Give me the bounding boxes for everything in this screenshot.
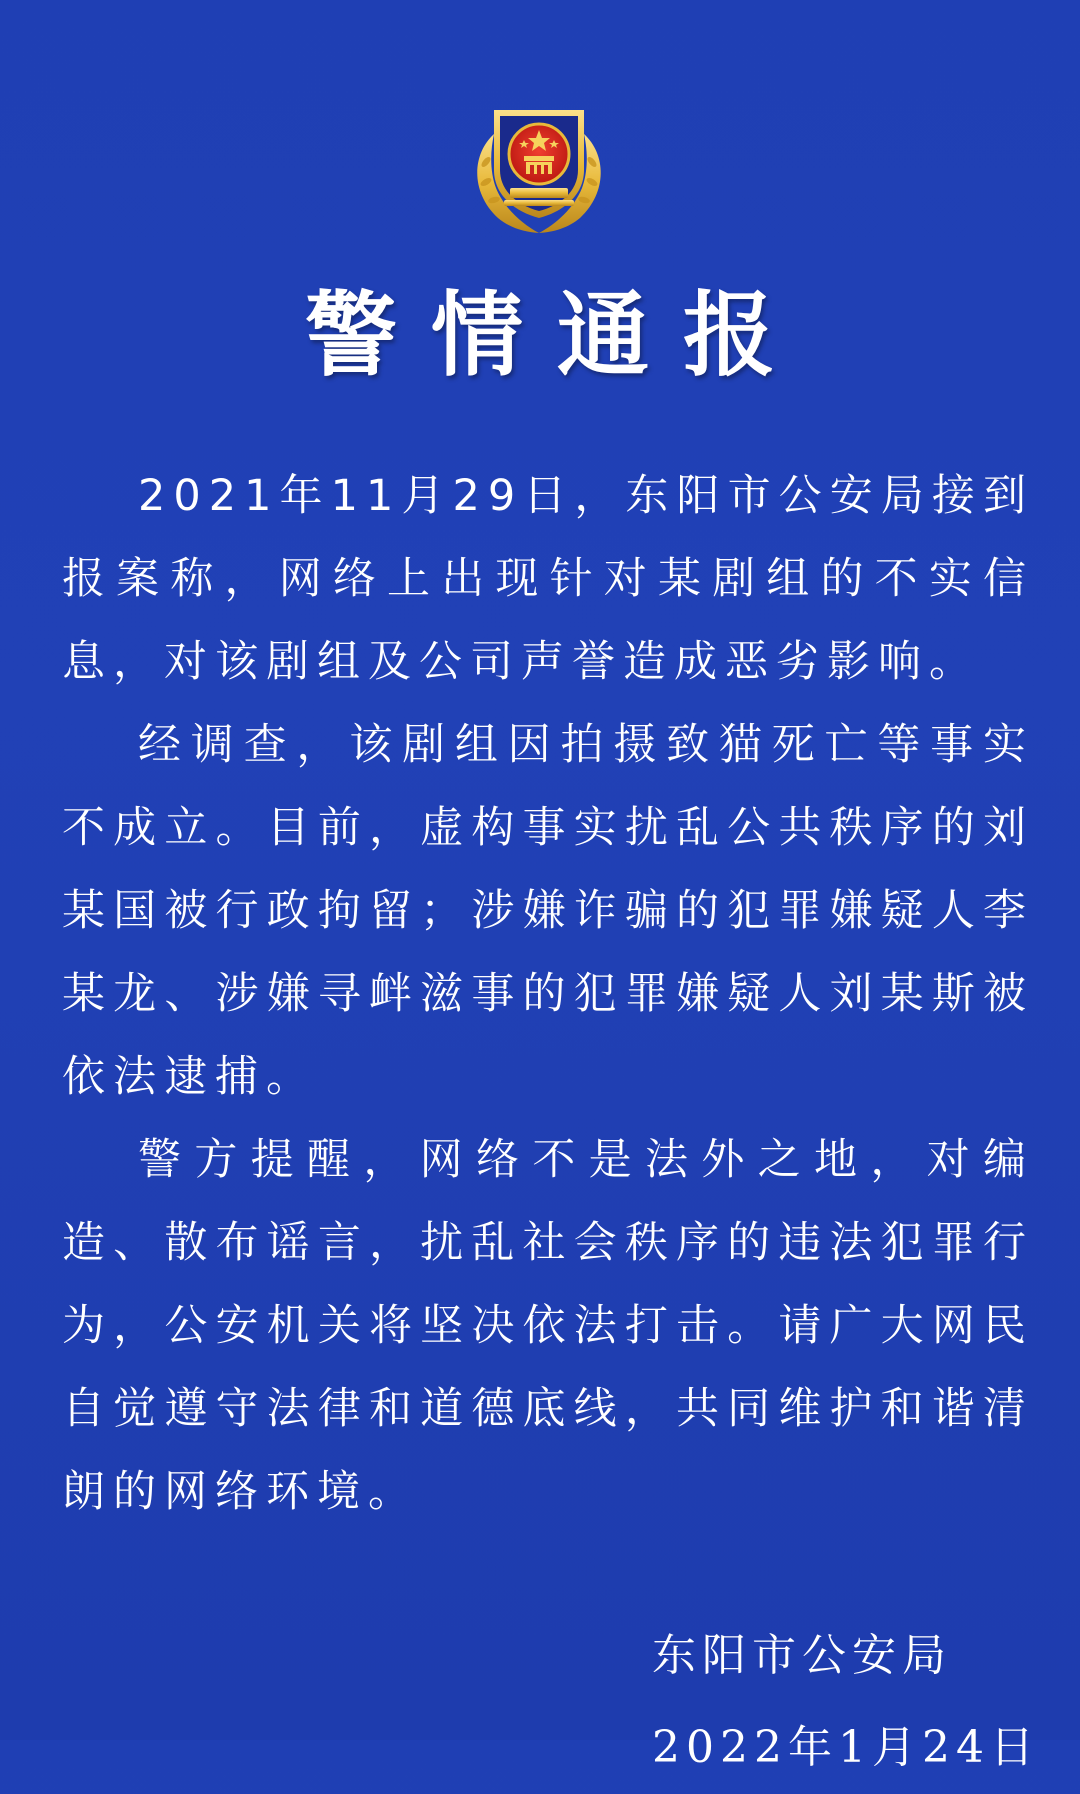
notice-body (62, 455, 1034, 1534)
issue-date: 2022年1月24日 (652, 1722, 1040, 1773)
paragraph-report: 2021年11月29日，东阳市公安局接到报案称，网络上出现针对某剧组的不实信息，对该剧组及公司声誉造成恶劣影响。 (62, 471, 1034, 687)
signature-block (652, 1610, 1052, 1794)
page-title: 警情通报 (304, 281, 809, 389)
police-emblem-icon (464, 92, 614, 237)
paragraph-investigation: 经调查，该剧组因拍摄致猫死亡等事实不成立。目前，虚构事实扰乱公共秩序的刘某国被行政拘留；涉嫌诈骗的犯罪嫌疑人李某龙、涉嫌寻衅滋事的犯罪嫌疑人刘某斯被依法逮捕。 (62, 720, 1034, 1102)
paragraph-warning: 警方提醒，网络不是法外之地，对编造、散布谣言，扰乱社会秩序的违法犯罪行为，公安机关将坚决依法打击。请广大网民自觉遵守法律和道德底线，共同维护和谐清朗的网络环境。 (62, 1135, 1034, 1517)
issuer-name: 东阳市公安局 (652, 1630, 952, 1681)
